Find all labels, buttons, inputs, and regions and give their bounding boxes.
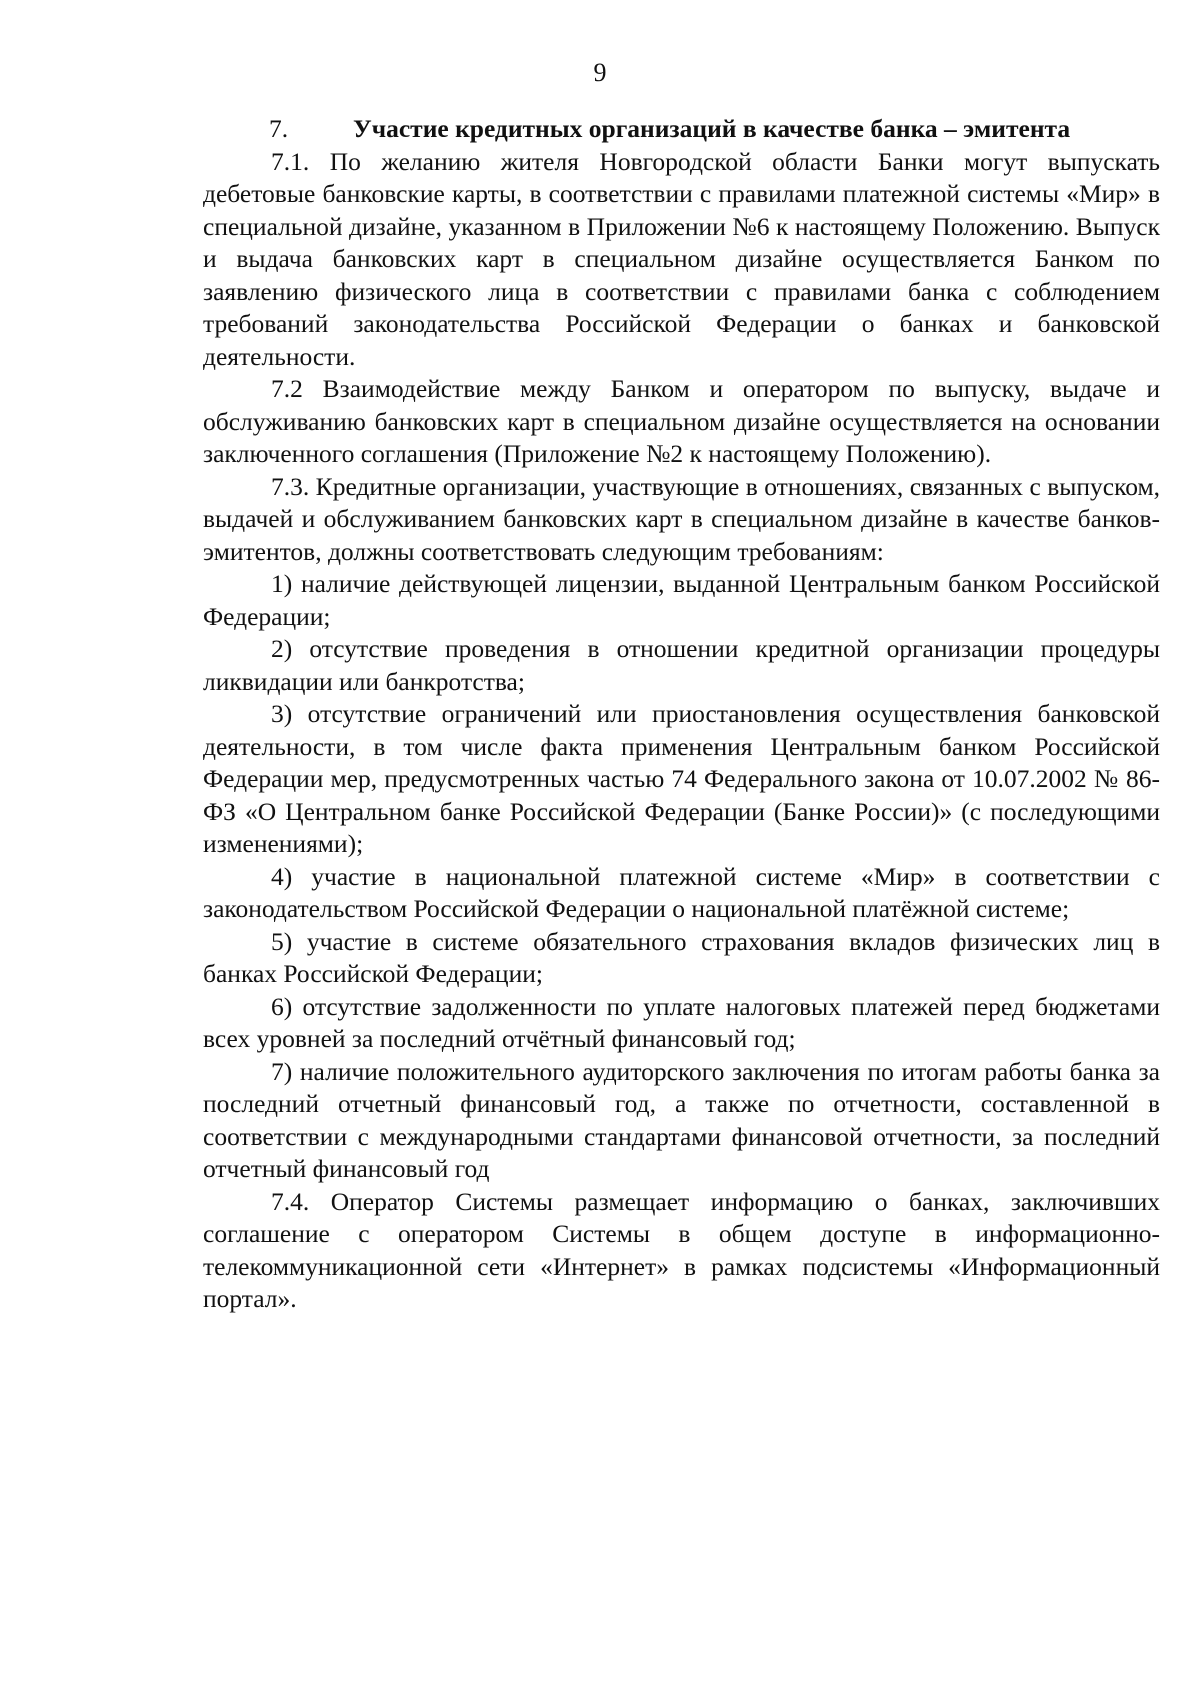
requirement-6: 6) отсутствие задолженности по уплате налоговых платежей перед бюджетами всех уровней за последний отчётный финансовый год; xyxy=(203,991,1160,1053)
requirement-3: 3) отсутствие ограничений или приостановления осуществления банковской деятельности, в том числе факта применения Центральным банком Российской Федерации мер, предусмотренных частью 74 Федерального закона от 10.07.2002 № 86-ФЗ «О Центральном банке Российской Федерации (Банке России)» (с последующими изменениями); xyxy=(203,699,1160,858)
section-title: Участие кредитных организаций в качестве банка – эмитента xyxy=(353,114,1071,143)
section-heading xyxy=(203,113,1160,146)
requirement-7: 7) наличие положительного аудиторского заключения по итогам работы банка за последний отчетный финансовый год, а также по отчетности, составленной в соответствии с международными стандартами финансовой отчетности, за последний отчетный финансовый год xyxy=(203,1056,1160,1183)
paragraph-7-4: 7.4. Оператор Системы размещает информацию о банках, заключивших соглашение с оператором Системы в общем доступе в информационно-телекоммуникационной сети «Интернет» в рамках подсистемы «Информационный портал». xyxy=(203,1186,1160,1313)
requirement-1: 1) наличие действующей лицензии, выданной Центральным банком Российской Федерации; xyxy=(203,569,1160,631)
page-number: 9 xyxy=(593,58,607,87)
requirement-5: 5) участие в системе обязательного страхования вкладов физических лиц в банках Российской Федерации; xyxy=(203,926,1160,988)
section-number: 7. xyxy=(269,114,289,143)
requirement-4: 4) участие в национальной платежной системе «Мир» в соответствии с законодательством Российской Федерации о национальной платёжной системе; xyxy=(203,861,1160,923)
document-body xyxy=(203,113,1160,1316)
paragraph-7-2: 7.2 Взаимодействие между Банком и оператором по выпуску, выдаче и обслуживанию банковских карт в специальном дизайне осуществляется на основании заключенного соглашения (Приложение №2 к настоящему Положению). xyxy=(203,374,1160,468)
paragraph-7-1: 7.1. По желанию жителя Новгородской области Банки могут выпускать дебетовые банковские карты, в соответствии с правилами платежной системы «Мир» в специальной дизайне, указанном в Приложении №6 к настоящему Положению. Выпуск и выдача банковских карт в специальном дизайне осуществляется Банком по заявлению физического лица в соответствии с правилами банка с соблюдением требований законодательства Российской Федерации о банках и банковской деятельности. xyxy=(203,146,1160,371)
paragraph-7-3: 7.3. Кредитные организации, участвующие в отношениях, связанных с выпуском, выдачей и обслуживанием банковских карт в специальном дизайне в качестве банков-эмитентов, должны соответствовать следующим требованиям: xyxy=(203,471,1160,566)
requirement-2: 2) отсутствие проведения в отношении кредитной организации процедуры ликвидации или банкротства; xyxy=(203,634,1160,696)
